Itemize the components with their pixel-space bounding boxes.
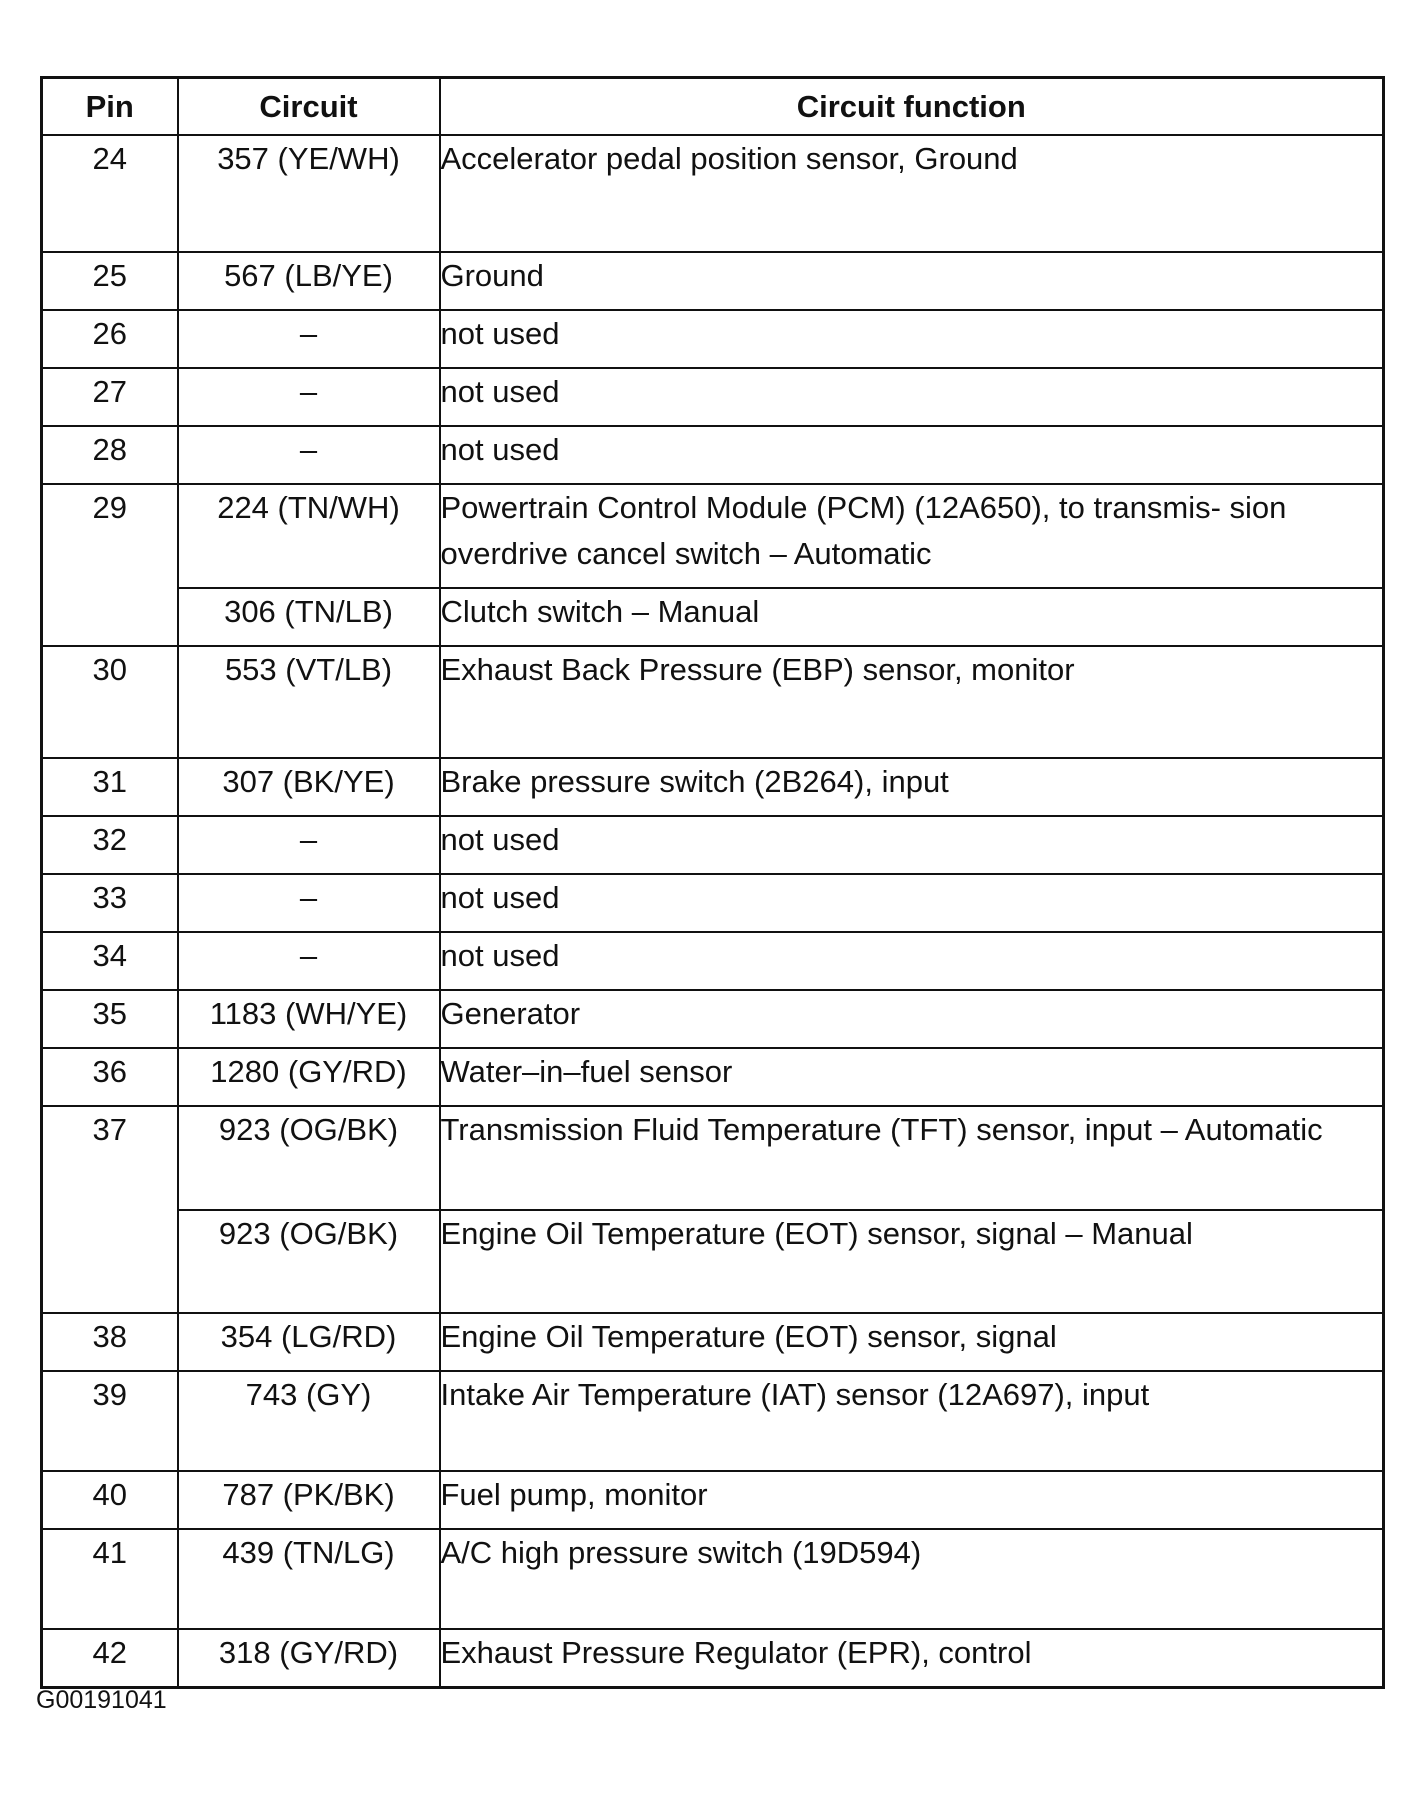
function-cell: not used (440, 310, 1384, 368)
table-row (42, 426, 1384, 484)
function-cell: not used (440, 368, 1384, 426)
header-circuit: Circuit (178, 78, 440, 136)
circuit-cell: 1280 (GY/RD) (178, 1048, 440, 1106)
pin-cell: 36 (42, 1048, 178, 1106)
circuit-cell: 567 (LB/YE) (178, 252, 440, 310)
table-row (42, 1210, 1384, 1313)
header-circuit-function: Circuit function (440, 78, 1384, 136)
pin-cell: 29 (42, 484, 178, 646)
circuit-cell: – (178, 816, 440, 874)
circuit-cell: 224 (TN/WH) (178, 484, 440, 588)
function-cell: Engine Oil Temperature (EOT) sensor, signal – Manual (440, 1210, 1384, 1313)
function-cell: Powertrain Control Module (PCM) (12A650), to transmis- sion overdrive cancel switch – Automatic (440, 484, 1384, 588)
circuit-cell: – (178, 426, 440, 484)
table-row (42, 252, 1384, 310)
function-cell: Accelerator pedal position sensor, Ground (440, 135, 1384, 252)
circuit-cell: 318 (GY/RD) (178, 1629, 440, 1687)
pin-cell: 24 (42, 135, 178, 252)
circuit-cell: 357 (YE/WH) (178, 135, 440, 252)
function-cell: not used (440, 874, 1384, 932)
circuit-cell: 307 (BK/YE) (178, 758, 440, 816)
table-row (42, 1471, 1384, 1529)
function-cell: Water–in–fuel sensor (440, 1048, 1384, 1106)
table-row (42, 1529, 1384, 1629)
table-row (42, 874, 1384, 932)
table-row (42, 1371, 1384, 1471)
pin-cell: 39 (42, 1371, 178, 1471)
function-cell: Clutch switch – Manual (440, 588, 1384, 646)
pin-cell: 31 (42, 758, 178, 816)
table-row (42, 646, 1384, 758)
function-cell: Engine Oil Temperature (EOT) sensor, signal (440, 1313, 1384, 1371)
circuit-cell: 923 (OG/BK) (178, 1210, 440, 1313)
function-cell: Ground (440, 252, 1384, 310)
function-cell: Exhaust Pressure Regulator (EPR), control (440, 1629, 1384, 1687)
function-cell: Exhaust Back Pressure (EBP) sensor, monitor (440, 646, 1384, 758)
function-cell: Transmission Fluid Temperature (TFT) sensor, input – Automatic (440, 1106, 1384, 1210)
header-pin: Pin (42, 78, 178, 136)
circuit-cell: – (178, 932, 440, 990)
function-cell: Fuel pump, monitor (440, 1471, 1384, 1529)
header-row (42, 78, 1384, 136)
circuit-cell: – (178, 874, 440, 932)
table-row (42, 816, 1384, 874)
pin-cell: 25 (42, 252, 178, 310)
function-cell: Generator (440, 990, 1384, 1048)
function-cell: not used (440, 932, 1384, 990)
pin-cell: 34 (42, 932, 178, 990)
pin-cell: 37 (42, 1106, 178, 1313)
table-row (42, 1313, 1384, 1371)
document (40, 76, 1382, 1689)
pin-cell: 28 (42, 426, 178, 484)
figure-id: G00191041 (36, 1686, 167, 1714)
pin-circuit-table (40, 76, 1385, 1689)
pin-cell: 26 (42, 310, 178, 368)
circuit-cell: – (178, 310, 440, 368)
pin-cell: 42 (42, 1629, 178, 1687)
pin-cell: 41 (42, 1529, 178, 1629)
table-row (42, 1106, 1384, 1210)
table-row (42, 932, 1384, 990)
pin-cell: 32 (42, 816, 178, 874)
function-cell: Brake pressure switch (2B264), input (440, 758, 1384, 816)
pin-cell: 38 (42, 1313, 178, 1371)
pin-cell: 30 (42, 646, 178, 758)
table-row (42, 758, 1384, 816)
circuit-cell: 354 (LG/RD) (178, 1313, 440, 1371)
circuit-cell: 787 (PK/BK) (178, 1471, 440, 1529)
table-row (42, 135, 1384, 252)
circuit-cell: – (178, 368, 440, 426)
function-cell: not used (440, 816, 1384, 874)
circuit-cell: 553 (VT/LB) (178, 646, 440, 758)
pin-cell: 33 (42, 874, 178, 932)
table-row (42, 1629, 1384, 1687)
pin-cell: 40 (42, 1471, 178, 1529)
circuit-cell: 1183 (WH/YE) (178, 990, 440, 1048)
table-row (42, 484, 1384, 588)
table-row (42, 1048, 1384, 1106)
circuit-cell: 439 (TN/LG) (178, 1529, 440, 1629)
function-cell: not used (440, 426, 1384, 484)
pin-cell: 35 (42, 990, 178, 1048)
function-cell: Intake Air Temperature (IAT) sensor (12A697), input (440, 1371, 1384, 1471)
pin-cell: 27 (42, 368, 178, 426)
function-cell: A/C high pressure switch (19D594) (440, 1529, 1384, 1629)
table-row (42, 588, 1384, 646)
table-row (42, 310, 1384, 368)
circuit-cell: 923 (OG/BK) (178, 1106, 440, 1210)
circuit-cell: 306 (TN/LB) (178, 588, 440, 646)
circuit-cell: 743 (GY) (178, 1371, 440, 1471)
table-row (42, 368, 1384, 426)
table-row (42, 990, 1384, 1048)
